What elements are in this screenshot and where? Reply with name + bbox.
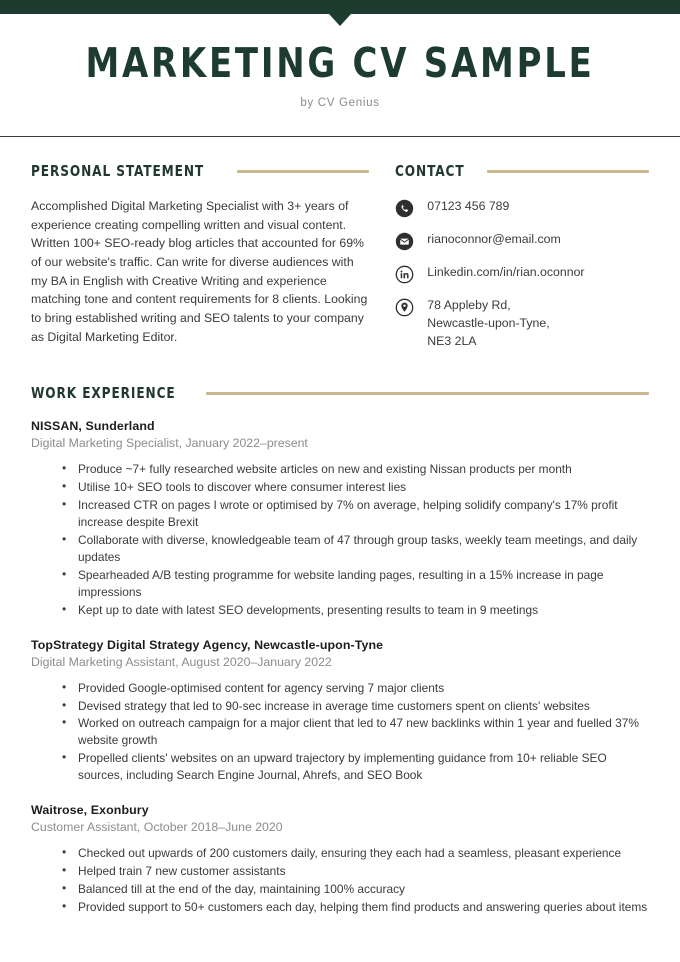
work-experience-section bbox=[31, 384, 649, 915]
job-role-and-dates: Customer Assistant, October 2018–June 2020 bbox=[31, 820, 283, 835]
job-bullet: • Provided Google-optimised content for agency serving 7 major clients bbox=[31, 680, 649, 697]
job-entry bbox=[31, 638, 649, 784]
byline: by CV Genius bbox=[300, 97, 380, 110]
contact-phone-value: 07123 456 789 bbox=[427, 199, 510, 213]
section-rule bbox=[237, 170, 369, 173]
job-bullet: • Increased CTR on pages I wrote or optimised by 7% on average, helping solidify company's 17% profit increase despite Brexit bbox=[31, 497, 649, 531]
job-company: NISSAN, Sunderland bbox=[31, 419, 155, 434]
personal-statement-section bbox=[31, 162, 395, 363]
top-columns bbox=[31, 137, 649, 363]
job-bullet: • Produce ~7+ fully researched website articles on new and existing Nissan products per month bbox=[31, 461, 649, 478]
job-bullet: • Checked out upwards of 200 customers daily, ensuring they each had a seamless, pleasant experience bbox=[31, 845, 649, 862]
job-bullet: • Utilise 10+ SEO tools to discover where consumer interest lies bbox=[31, 479, 649, 496]
email-icon bbox=[395, 232, 414, 251]
job-bullet: • Worked on outreach campaign for a major client that led to 47 new backlinks within 1 year and fuelled 37% website growth bbox=[31, 715, 649, 749]
phone-icon bbox=[395, 199, 414, 218]
section-rule bbox=[206, 392, 649, 395]
job-company: TopStrategy Digital Strategy Agency, Newcastle-upon-Tyne bbox=[31, 637, 384, 652]
page-body bbox=[0, 137, 680, 916]
job-bullet: • Spearheaded A/B testing programme for website landing pages, resulting in a 15% increase in page impressions bbox=[31, 567, 649, 601]
job-bullet: • Helped train 7 new customer assistants bbox=[31, 863, 649, 880]
personal-statement-header bbox=[31, 162, 369, 180]
contact-email-value: rianoconnor@email.com bbox=[427, 232, 561, 246]
contact-heading: CONTACT bbox=[395, 162, 465, 180]
job-bullet: • Provided support to 50+ customers each day, helping them find products and answering queries about items bbox=[31, 899, 649, 916]
job-bullet-list bbox=[31, 845, 649, 916]
header-accent-bar bbox=[0, 0, 680, 14]
personal-statement-body: Accomplished Digital Marketing Specialist with 3+ years of experience creating compelling written and visual content. Written 100+ SEO-ready blog articles that accounted for 69% of our website's traffic. Can write for diverse audiences with my BA in English with Creative Writing and experience matching tone and content requirements for 8 clients. Looking to bring established writing and SEO talents to your company as Digital Marketing Editor. bbox=[31, 199, 368, 344]
location-pin-icon bbox=[395, 298, 414, 317]
job-entry bbox=[31, 803, 649, 916]
contact-item-email[interactable] bbox=[395, 231, 649, 251]
contact-item-phone[interactable] bbox=[395, 198, 649, 218]
contact-item-linkedin[interactable] bbox=[395, 264, 649, 284]
masthead bbox=[0, 14, 680, 136]
job-role-and-dates: Digital Marketing Specialist, January 2022–present bbox=[31, 436, 308, 451]
address-line-3: NE3 2LA bbox=[427, 333, 477, 348]
job-entry bbox=[31, 419, 649, 618]
contact-list bbox=[395, 198, 649, 350]
section-rule bbox=[487, 170, 649, 173]
job-bullet-list bbox=[31, 461, 649, 618]
job-bullet: • Collaborate with diverse, knowledgeable team of 47 through group tasks, weekly team meetings, and daily updates bbox=[31, 532, 649, 566]
job-role-and-dates: Digital Marketing Assistant, August 2020–January 2022 bbox=[31, 654, 332, 669]
header-notch-triangle bbox=[329, 14, 351, 26]
contact-header bbox=[395, 162, 649, 180]
job-bullet: • Balanced till at the end of the day, maintaining 100% accuracy bbox=[31, 881, 649, 898]
job-bullet: • Kept up to date with latest SEO developments, presenting results to team in 9 meetings bbox=[31, 602, 649, 619]
linkedin-icon bbox=[395, 265, 414, 284]
contact-section bbox=[395, 162, 649, 363]
work-experience-heading: WORK EXPERIENCE bbox=[31, 384, 176, 403]
address-line-2: Newcastle-upon-Tyne, bbox=[427, 315, 550, 330]
page-title: MARKETING CV SAMPLE bbox=[85, 39, 595, 87]
job-list bbox=[31, 419, 649, 915]
contact-linkedin-value: Linkedin.com/in/rian.oconnor bbox=[427, 265, 585, 279]
contact-address-value bbox=[427, 297, 549, 350]
personal-statement-heading: PERSONAL STATEMENT bbox=[31, 162, 205, 180]
contact-item-address[interactable] bbox=[395, 297, 649, 350]
job-bullet-list bbox=[31, 680, 649, 784]
address-line-1: 78 Appleby Rd, bbox=[427, 298, 511, 312]
job-bullet: • Devised strategy that led to 90-sec increase in average time customers spent on clients' websites bbox=[31, 698, 649, 715]
job-company: Waitrose, Exonbury bbox=[31, 803, 149, 818]
work-experience-header bbox=[31, 384, 649, 402]
job-bullet: • Propelled clients' websites on an upward trajectory by implementing guidance from 10+ reliable SEO sources, including Search Engine Journal, Ahrefs, and SEO Book bbox=[31, 750, 649, 784]
